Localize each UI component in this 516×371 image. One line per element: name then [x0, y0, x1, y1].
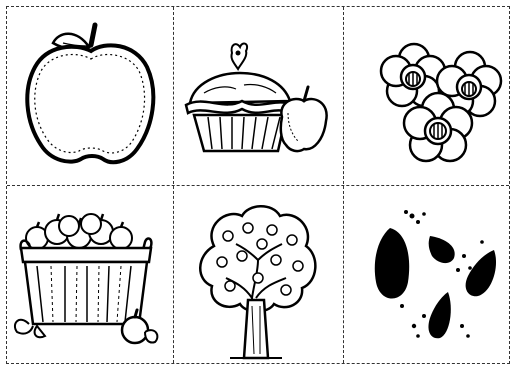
- apple-blossoms-icon: [344, 7, 511, 185]
- picture-card-sheet: [6, 6, 510, 364]
- card-apple: [7, 7, 173, 185]
- card-apple-seeds: [344, 186, 511, 365]
- apple-tree-icon: [174, 186, 343, 365]
- apple-icon: [7, 7, 173, 185]
- apple-seeds-icon: [344, 186, 511, 365]
- card-apple-blossoms: [344, 7, 511, 185]
- apple-basket-icon: [7, 186, 173, 365]
- card-apple-pie: [174, 7, 343, 185]
- apple-pie-icon: [174, 7, 343, 185]
- card-apple-basket: [7, 186, 173, 365]
- card-apple-tree: [174, 186, 343, 365]
